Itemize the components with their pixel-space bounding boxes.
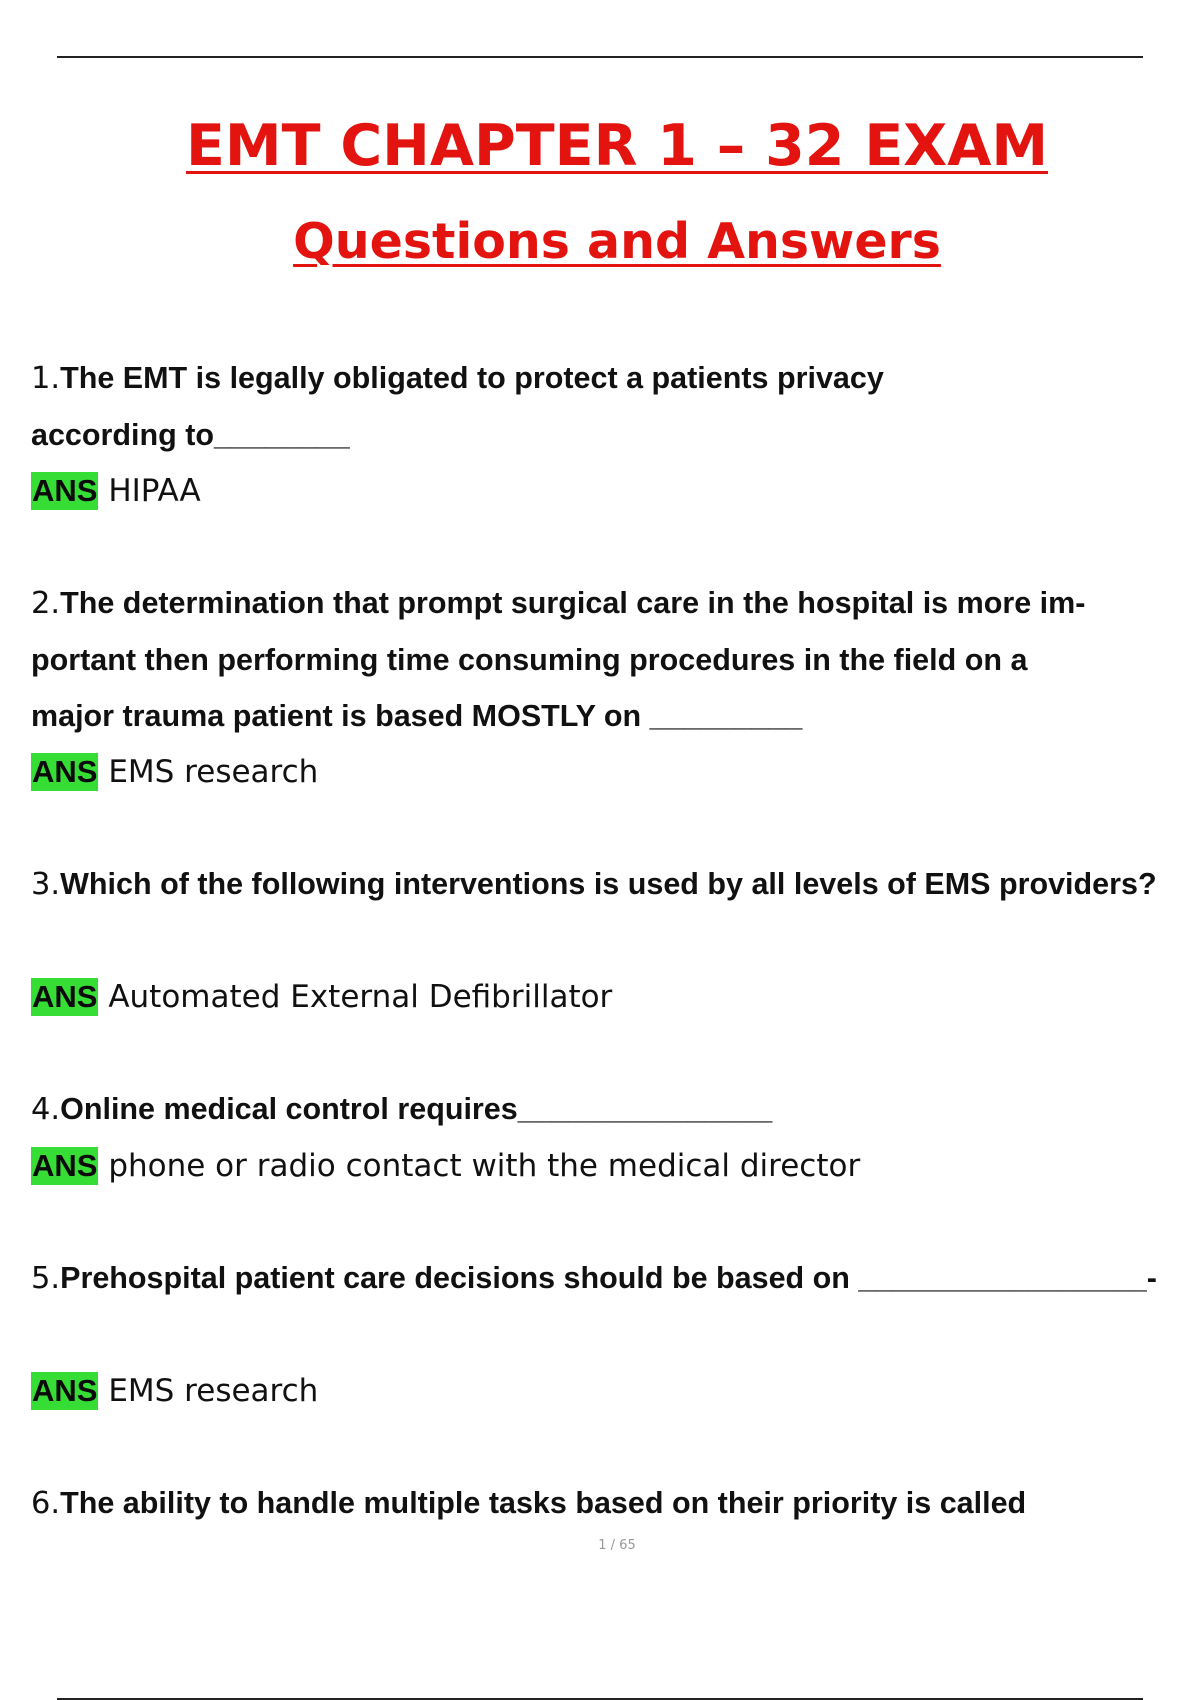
spacer	[31, 1025, 1200, 1081]
question-3-line-1	[31, 856, 1200, 913]
document-subtitle: Questions and Answers	[293, 213, 941, 270]
answer-5	[31, 1363, 1200, 1419]
answer-text: HIPAA	[108, 473, 201, 509]
answer-2	[31, 744, 1200, 800]
question-1-line-1	[31, 350, 1200, 407]
question-4-line-1	[31, 1081, 1200, 1138]
spacer	[31, 519, 1200, 575]
ans-label: ANS	[32, 1148, 98, 1183]
question-text: Prehospital patient care decisions should be based on _________________-	[60, 1261, 1157, 1295]
spacer	[31, 1307, 1200, 1363]
question-1-line-2: according to________	[31, 418, 350, 452]
top-rule	[57, 56, 1143, 58]
spacer	[31, 913, 1200, 969]
ans-label: ANS	[32, 754, 98, 789]
question-number: 1.	[31, 361, 61, 396]
answer-1	[31, 463, 1200, 519]
question-number: 2.	[31, 586, 61, 621]
answer-text: EMS research	[108, 754, 319, 790]
question-2-line-3: major trauma patient is based MOSTLY on _________	[31, 699, 803, 733]
question-text: Which of the following interventions is used by all levels of EMS providers?	[60, 867, 1157, 901]
document-title: EMT CHAPTER 1 – 32 EXAM	[185, 113, 1049, 179]
question-number: 4.	[31, 1092, 61, 1127]
question-2-line-1	[31, 575, 1200, 632]
question-text: The EMT is legally obligated to protect a patients privacy	[60, 361, 884, 395]
spacer	[31, 1194, 1200, 1250]
question-5-line-1	[31, 1250, 1200, 1307]
ans-label: ANS	[32, 1373, 98, 1408]
page-number: 1 / 65	[598, 1538, 636, 1553]
answer-text: Automated External Defibrillator	[108, 979, 613, 1015]
question-number: 3.	[31, 867, 61, 902]
ans-label: ANS	[32, 979, 98, 1014]
ans-label: ANS	[32, 473, 98, 508]
spacer	[31, 800, 1200, 856]
question-number: 6.	[31, 1486, 61, 1521]
answer-text: EMS research	[108, 1373, 319, 1409]
question-text: Online medical control requires_______________	[60, 1092, 773, 1126]
question-number: 5.	[31, 1261, 61, 1296]
question-2-line-2: portant then performing time consuming procedures in the field on a	[31, 643, 1028, 677]
spacer	[31, 1419, 1200, 1475]
answer-3	[31, 969, 1200, 1025]
question-6-line-1	[31, 1475, 1200, 1532]
question-text: The ability to handle multiple tasks based on their priority is called	[60, 1486, 1027, 1520]
qa-list	[31, 350, 1200, 1532]
answer-4	[31, 1138, 1200, 1194]
question-text: The determination that prompt surgical care in the hospital is more im-	[60, 586, 1086, 620]
answer-text: phone or radio contact with the medical director	[108, 1148, 861, 1184]
